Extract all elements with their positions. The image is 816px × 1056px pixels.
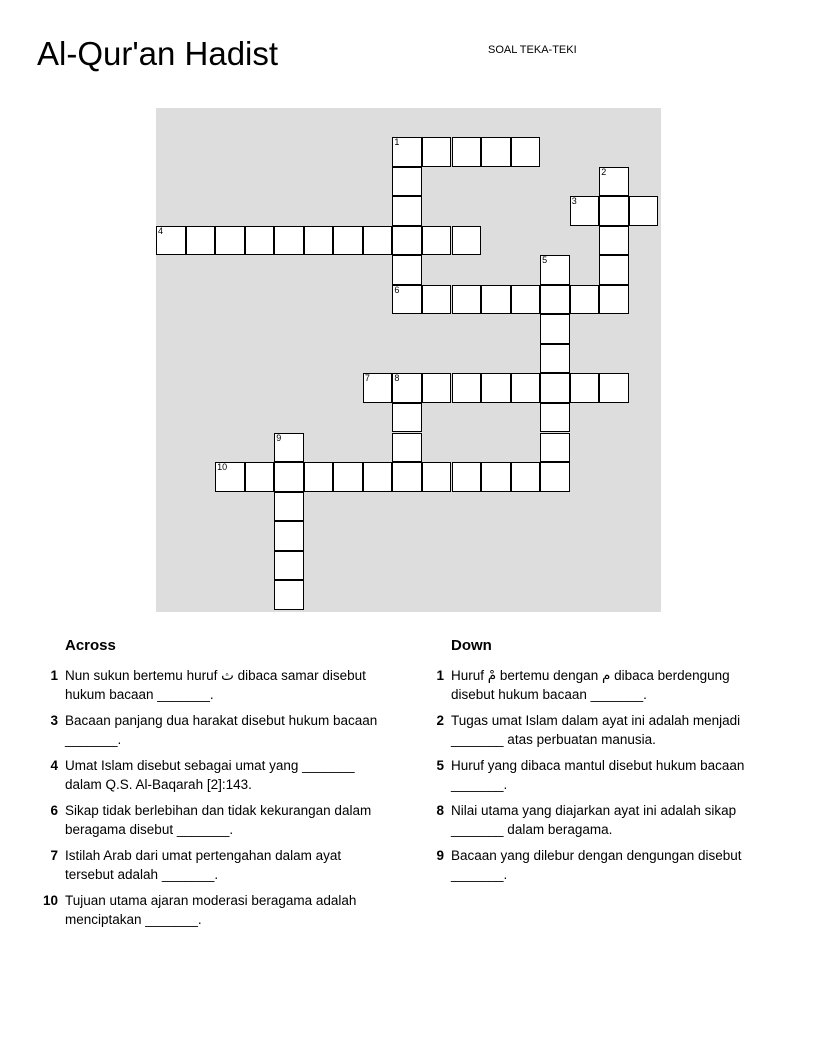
crossword-cell[interactable] [540, 403, 570, 433]
crossword-cell[interactable] [540, 255, 570, 285]
crossword-cell[interactable] [481, 137, 511, 167]
crossword-grid [156, 108, 661, 612]
crossword-cell[interactable] [274, 226, 304, 256]
crossword-cell[interactable] [392, 137, 422, 167]
crossword-cell[interactable] [540, 433, 570, 463]
clue-number: 6 [50, 803, 58, 818]
crossword-cell[interactable] [304, 226, 334, 256]
crossword-cell[interactable] [599, 226, 629, 256]
cell-number: 5 [542, 255, 548, 266]
crossword-cell[interactable] [304, 462, 334, 492]
crossword-cell[interactable] [570, 285, 600, 315]
clue-text: Bacaan yang dilebur dengan dengungan disebut _______. [451, 848, 742, 882]
crossword-cell[interactable] [570, 373, 600, 403]
clue-text: Istilah Arab dari umat pertengahan dalam ayat tersebut adalah _______. [65, 848, 342, 882]
down-clue-list [424, 666, 764, 884]
crossword-cell[interactable] [274, 462, 304, 492]
clue-number: 9 [436, 848, 444, 863]
page-title: Al-Qur'an Hadist [37, 35, 279, 72]
clue-text: Huruf مْ bertemu dengan م dibaca berdengung disebut hukum bacaan _______. [451, 668, 730, 702]
clue-text: Nun sukun bertemu huruf ث dibaca samar disebut hukum bacaan _______. [65, 668, 366, 702]
crossword-cell[interactable] [186, 226, 216, 256]
cell-number: 1 [394, 137, 400, 147]
clue-number: 10 [42, 893, 58, 908]
crossword-cell[interactable] [333, 226, 363, 256]
across-clue-list [38, 666, 378, 929]
across-heading: Across [65, 637, 116, 654]
cell-number: 3 [571, 196, 577, 207]
crossword-cell[interactable] [392, 196, 422, 226]
across-clue-1 [38, 666, 378, 704]
crossword-cell[interactable] [274, 433, 304, 463]
crossword-cell[interactable] [481, 285, 511, 315]
crossword-cell[interactable] [511, 373, 541, 403]
clue-number: 1 [50, 668, 58, 683]
crossword-cell[interactable] [452, 462, 482, 492]
across-clue-6 [38, 801, 378, 839]
crossword-cell[interactable] [392, 433, 422, 463]
crossword-cell[interactable] [511, 462, 541, 492]
crossword-cell[interactable] [392, 373, 422, 403]
cell-number: 6 [394, 284, 400, 295]
cell-number: 7 [364, 373, 370, 384]
across-clue-4 [38, 756, 378, 794]
clue-text: Huruf yang dibaca mantul disebut hukum bacaan _______. [451, 758, 745, 792]
clue-number: 5 [436, 758, 444, 773]
crossword-cell[interactable] [452, 226, 482, 256]
crossword-cell[interactable] [215, 226, 245, 256]
clue-number: 7 [50, 848, 58, 863]
clue-text: Nilai utama yang diajarkan ayat ini adalah sikap _______ dalam beragama. [451, 803, 737, 837]
across-clue-3 [38, 711, 378, 749]
crossword-cell[interactable] [392, 255, 422, 285]
crossword-cell[interactable] [392, 167, 422, 197]
clue-number: 1 [436, 668, 444, 683]
down-clue-9 [424, 846, 764, 884]
crossword-cell[interactable] [481, 462, 511, 492]
crossword-cell[interactable] [629, 196, 659, 226]
cell-number: 9 [276, 432, 282, 443]
clue-text: Umat Islam disebut sebagai umat yang _______ dalam Q.S. Al-Baqarah [2]:143. [65, 758, 355, 792]
crossword-cell[interactable] [363, 373, 393, 403]
crossword-cell[interactable] [333, 462, 363, 492]
crossword-cell[interactable] [215, 462, 245, 492]
page-subtitle: SOAL TEKA-TEKI [488, 44, 577, 56]
crossword-cell[interactable] [452, 373, 482, 403]
crossword-cell[interactable] [245, 226, 275, 256]
across-clues-section [38, 636, 378, 936]
clue-text: Bacaan panjang dua harakat disebut hukum bacaan _______. [65, 713, 378, 747]
crossword-cell[interactable] [599, 255, 629, 285]
crossword-cell[interactable] [540, 373, 570, 403]
crossword-cell[interactable] [599, 167, 629, 197]
crossword-cell[interactable] [274, 492, 304, 522]
cell-number: 2 [601, 166, 607, 177]
crossword-cell[interactable] [511, 137, 541, 167]
down-clues-section [424, 636, 764, 891]
clue-number: 2 [436, 713, 444, 728]
cell-number: 4 [158, 225, 164, 236]
clue-number: 3 [50, 713, 58, 728]
down-clue-1 [424, 666, 764, 704]
crossword-cell[interactable] [540, 314, 570, 344]
crossword-cell[interactable] [422, 373, 452, 403]
clue-number: 8 [436, 803, 444, 818]
crossword-cell[interactable] [392, 226, 422, 256]
across-clue-10 [38, 891, 378, 929]
clue-text: Tujuan utama ajaran moderasi beragama adalah menciptakan _______. [65, 893, 357, 927]
crossword-cell[interactable] [422, 226, 452, 256]
crossword-cell[interactable] [422, 462, 452, 492]
down-clue-8 [424, 801, 764, 839]
clue-number: 4 [50, 758, 58, 773]
crossword-cell[interactable] [570, 196, 600, 226]
crossword-cell[interactable] [540, 462, 570, 492]
cell-number: 10 [217, 462, 228, 473]
crossword-cell[interactable] [422, 137, 452, 167]
crossword-cell[interactable] [363, 462, 393, 492]
down-heading: Down [451, 637, 492, 654]
cell-number: 8 [394, 373, 400, 384]
across-clue-7 [38, 846, 378, 884]
crossword-cell[interactable] [274, 580, 304, 610]
crossword-cell[interactable] [599, 196, 629, 226]
down-clue-2 [424, 711, 764, 749]
clue-text: Sikap tidak berlebihan dan tidak kekurangan dalam beragama disebut _______. [65, 803, 372, 837]
down-clue-5 [424, 756, 764, 794]
crossword-cell[interactable] [274, 521, 304, 551]
crossword-cell[interactable] [540, 285, 570, 315]
clue-text: Tugas umat Islam dalam ayat ini adalah menjadi _______ atas perbuatan manusia. [451, 713, 741, 747]
crossword-cell[interactable] [452, 285, 482, 315]
crossword-cell[interactable] [481, 373, 511, 403]
crossword-cell[interactable] [511, 285, 541, 315]
crossword-cell[interactable] [392, 285, 422, 315]
crossword-cell[interactable] [392, 403, 422, 433]
crossword-cell[interactable] [599, 373, 629, 403]
crossword-cell[interactable] [156, 226, 186, 256]
crossword-cell[interactable] [245, 462, 275, 492]
crossword-cell[interactable] [392, 462, 422, 492]
crossword-cell[interactable] [452, 137, 482, 167]
crossword-cell[interactable] [540, 344, 570, 374]
crossword-cell[interactable] [363, 226, 393, 256]
crossword-cell[interactable] [599, 285, 629, 315]
crossword-cell[interactable] [422, 285, 452, 315]
crossword-cell[interactable] [274, 551, 304, 581]
